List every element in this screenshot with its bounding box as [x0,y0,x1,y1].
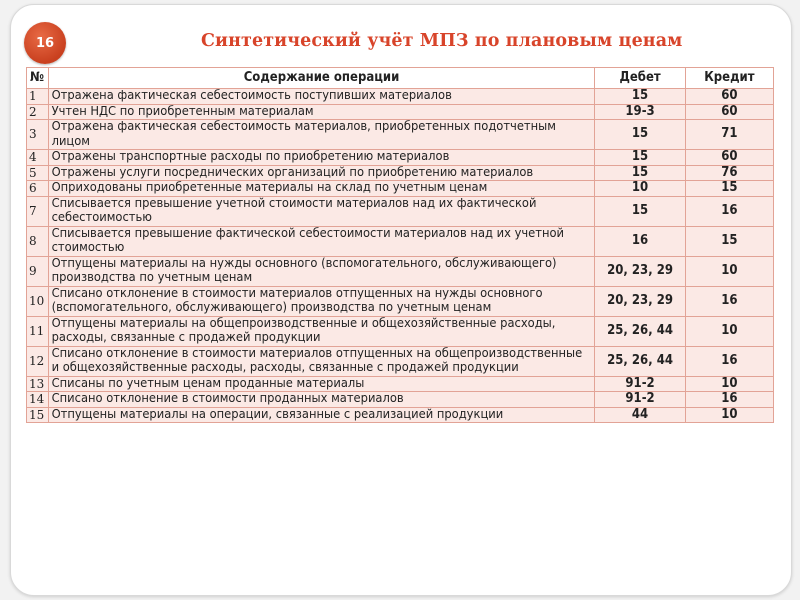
debit-account: 25, 26, 44 [595,346,685,376]
credit-account: 60 [685,89,773,105]
debit-account: 25, 26, 44 [595,316,685,346]
credit-account: 60 [685,104,773,120]
row-number: 15 [27,407,49,423]
slide-number-badge: 16 [24,22,66,64]
header-num: № [27,68,49,89]
credit-account: 10 [685,407,773,423]
table-row [27,256,774,286]
table-row [27,286,774,316]
table-row [27,226,774,256]
table-row [27,104,774,120]
credit-account: 16 [685,346,773,376]
credit-account: 16 [685,286,773,316]
row-number: 3 [27,120,49,150]
table-row [27,89,774,105]
row-number: 7 [27,196,49,226]
credit-account: 10 [685,256,773,286]
row-number: 10 [27,286,49,316]
table-row [27,120,774,150]
operation-description: Отражена фактическая себестоимость материалов, приобретенных подотчетным лицом [48,120,595,150]
credit-account: 10 [685,316,773,346]
header-description: Содержание операции [48,68,595,89]
operations-table [26,67,774,423]
row-number: 14 [27,392,49,408]
operation-description: Отражена фактическая себестоимость поступивших материалов [48,89,595,105]
table-row [27,346,774,376]
operation-description: Отпущены материалы на операции, связанные с реализацией продукции [48,407,595,423]
operation-description: Отражены услуги посреднических организаций по приобретению материалов [48,165,595,181]
operation-description: Списывается превышение учетной стоимости материалов над их фактической себестоимостью [48,196,595,226]
debit-account: 19-3 [595,104,685,120]
row-number: 9 [27,256,49,286]
table-row [27,150,774,166]
operation-description: Отпущены материалы на общепроизводственные и общехозяйственные расходы, расходы, связанные с продажей продукции [48,316,595,346]
table-row [27,376,774,392]
slide-title: Синтетический учёт МПЗ по плановым ценам [201,31,683,51]
debit-account: 20, 23, 29 [595,286,685,316]
row-number: 4 [27,150,49,166]
debit-account: 44 [595,407,685,423]
debit-account: 15 [595,89,685,105]
row-number: 13 [27,376,49,392]
operation-description: Оприходованы приобретенные материалы на склад по учетным ценам [48,181,595,197]
credit-account: 16 [685,196,773,226]
operation-description: Списывается превышение фактической себестоимости материалов над их учетной стоимостью [48,226,595,256]
row-number: 11 [27,316,49,346]
debit-account: 20, 23, 29 [595,256,685,286]
credit-account: 71 [685,120,773,150]
operation-description: Списаны по учетным ценам проданные материалы [48,376,595,392]
debit-account: 15 [595,120,685,150]
credit-account: 15 [685,181,773,197]
table-row [27,181,774,197]
debit-account: 16 [595,226,685,256]
row-number: 1 [27,89,49,105]
table-header-row [27,68,774,89]
debit-account: 15 [595,165,685,181]
table-row [27,196,774,226]
operation-description: Отпущены материалы на нужды основного (вспомогательного, обслуживающего) производства по учетным ценам [48,256,595,286]
row-number: 2 [27,104,49,120]
row-number: 12 [27,346,49,376]
debit-account: 91-2 [595,376,685,392]
header-credit: Кредит [685,68,773,89]
table-row [27,392,774,408]
row-number: 5 [27,165,49,181]
operation-description: Списано отклонение в стоимости проданных материалов [48,392,595,408]
row-number: 6 [27,181,49,197]
row-number: 8 [27,226,49,256]
credit-account: 15 [685,226,773,256]
debit-account: 15 [595,150,685,166]
header-debit: Дебет [595,68,685,89]
operation-description: Списано отклонение в стоимости материалов отпущенных на нужды основного (вспомогательного, обслуживающего) производства по учетным ценам [48,286,595,316]
credit-account: 76 [685,165,773,181]
operation-description: Отражены транспортные расходы по приобретению материалов [48,150,595,166]
debit-account: 91-2 [595,392,685,408]
operation-description: Учтен НДС по приобретенным материалам [48,104,595,120]
debit-account: 10 [595,181,685,197]
table-row [27,165,774,181]
table-body [27,89,774,423]
credit-account: 16 [685,392,773,408]
operation-description: Списано отклонение в стоимости материалов отпущенных на общепроизводственные и общехозяйственные расходы, расходы, связанные с продажей продукции [48,346,595,376]
table-row [27,407,774,423]
credit-account: 10 [685,376,773,392]
debit-account: 15 [595,196,685,226]
credit-account: 60 [685,150,773,166]
table-row [27,316,774,346]
